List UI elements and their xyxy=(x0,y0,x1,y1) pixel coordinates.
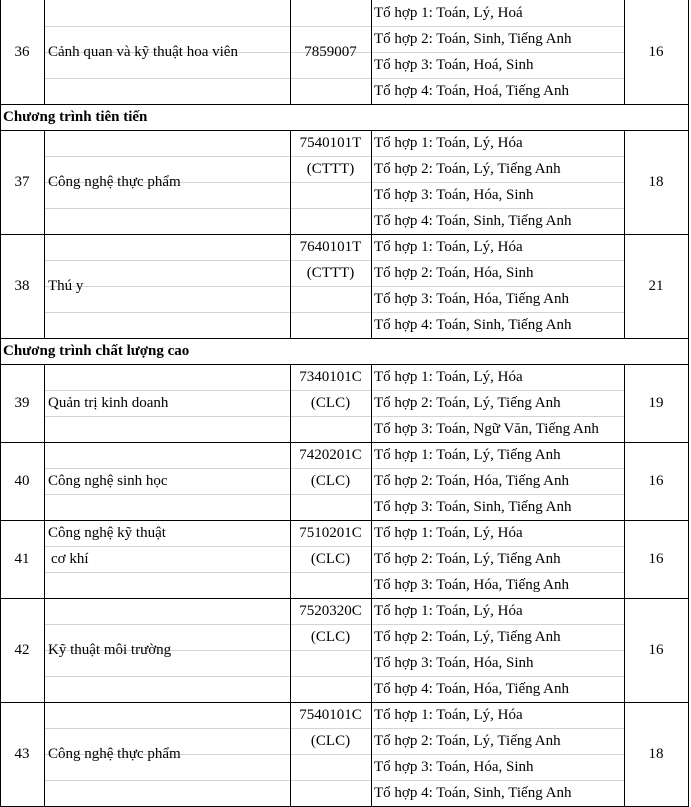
subject-combination: Tổ hợp 3: Toán, Hóa, Sinh xyxy=(374,655,534,671)
subject-combination: Tổ hợp 4: Toán, Hóa, Tiếng Anh xyxy=(374,681,569,697)
program-name: Quản trị kinh doanh xyxy=(48,395,169,411)
column-border xyxy=(688,520,689,599)
subject-combination: Tổ hợp 2: Toán, Sinh, Tiếng Anh xyxy=(374,31,572,47)
quota: 18 xyxy=(648,174,664,190)
column-border xyxy=(44,442,45,521)
column-border xyxy=(688,130,689,235)
subject-combination: Tổ hợp 2: Toán, Lý, Tiếng Anh xyxy=(374,551,561,567)
subject-combination: Tổ hợp 1: Toán, Lý, Hóa xyxy=(374,707,523,723)
program-code: 7540101T xyxy=(299,135,362,151)
column-border xyxy=(688,702,689,807)
program-code: 7520320C xyxy=(299,603,362,619)
program-code: (CLC) xyxy=(310,473,351,489)
subject-combination: Tổ hợp 2: Toán, Lý, Tiếng Anh xyxy=(374,161,561,177)
table-border xyxy=(0,338,1,364)
program-name: Kỹ thuật môi trường xyxy=(48,642,172,658)
quota: 16 xyxy=(648,44,664,60)
quota: 21 xyxy=(648,278,664,294)
column-border xyxy=(371,520,372,599)
column-border xyxy=(44,130,45,235)
subject-combination: Tổ hợp 3: Toán, Hóa, Tiếng Anh xyxy=(374,291,569,307)
program-name: Công nghệ kỹ thuật xyxy=(48,525,166,541)
column-border xyxy=(371,702,372,807)
sub-row-divider xyxy=(45,156,624,157)
sub-row-divider xyxy=(45,260,624,261)
program-name: Cảnh quan và kỹ thuật hoa viên xyxy=(48,44,238,60)
table-border xyxy=(688,104,689,130)
subject-combination: Tổ hợp 4: Toán, Sinh, Tiếng Anh xyxy=(374,317,572,333)
quota: 19 xyxy=(648,395,664,411)
row-number: 43 xyxy=(14,746,30,762)
subject-combination: Tổ hợp 1: Toán, Lý, Hóa xyxy=(374,135,523,151)
row-number: 38 xyxy=(14,278,30,294)
sub-row-divider xyxy=(45,416,624,417)
program-code: (CLC) xyxy=(310,551,351,567)
sub-row-divider xyxy=(45,78,624,79)
program-code: 7640101T xyxy=(299,239,362,255)
row-number: 42 xyxy=(14,642,30,658)
row-number: 39 xyxy=(14,395,30,411)
subject-combination: Tổ hợp 4: Toán, Sinh, Tiếng Anh xyxy=(374,785,572,801)
program-name: Công nghệ thực phẩm xyxy=(48,746,181,762)
row-border xyxy=(0,104,689,105)
sub-row-divider xyxy=(45,676,624,677)
program-name: Công nghệ thực phẩm xyxy=(48,174,181,190)
sub-row-divider xyxy=(45,494,624,495)
sub-row-divider xyxy=(45,26,624,27)
subject-combination: Tổ hợp 3: Toán, Hóa, Tiếng Anh xyxy=(374,577,569,593)
subject-combination: Tổ hợp 1: Toán, Lý, Tiếng Anh xyxy=(374,447,561,463)
sub-row-divider xyxy=(45,728,624,729)
program-code: 7510201C xyxy=(299,525,362,541)
program-code: (CLC) xyxy=(310,629,351,645)
section-title: Chương trình tiên tiến xyxy=(3,109,148,125)
row-number: 36 xyxy=(14,44,30,60)
program-name: cơ khí xyxy=(51,551,89,567)
column-border xyxy=(44,234,45,339)
section-title: Chương trình chất lượng cao xyxy=(3,343,190,359)
subject-combination: Tổ hợp 3: Toán, Hóa, Sinh xyxy=(374,759,534,775)
row-number: 37 xyxy=(14,174,30,190)
column-border xyxy=(44,702,45,807)
program-name: Thú y xyxy=(48,278,84,294)
column-border xyxy=(688,442,689,521)
sub-row-divider xyxy=(45,468,624,469)
sub-row-divider xyxy=(45,390,624,391)
quota: 16 xyxy=(648,551,664,567)
column-border xyxy=(371,0,372,105)
subject-combination: Tổ hợp 3: Toán, Ngữ Văn, Tiếng Anh xyxy=(374,421,599,437)
sub-row-divider xyxy=(45,208,624,209)
subject-combination: Tổ hợp 1: Toán, Lý, Hoá xyxy=(374,5,523,21)
quota: 18 xyxy=(648,746,664,762)
program-code: 7340101C xyxy=(299,369,362,385)
program-code: 7540101C xyxy=(299,707,362,723)
column-border xyxy=(688,598,689,703)
subject-combination: Tổ hợp 3: Toán, Hóa, Sinh xyxy=(374,187,534,203)
column-border xyxy=(688,0,689,105)
row-number: 41 xyxy=(14,551,30,567)
column-border xyxy=(44,520,45,599)
column-border xyxy=(688,234,689,339)
subject-combination: Tổ hợp 4: Toán, Hoá, Tiếng Anh xyxy=(374,83,569,99)
sub-row-divider xyxy=(45,286,624,287)
subject-combination: Tổ hợp 1: Toán, Lý, Hóa xyxy=(374,239,523,255)
subject-combination: Tổ hợp 2: Toán, Lý, Tiếng Anh xyxy=(374,395,561,411)
sub-row-divider xyxy=(45,546,624,547)
program-code: (CTTT) xyxy=(306,265,355,281)
sub-row-divider xyxy=(45,572,624,573)
sub-row-divider xyxy=(45,624,624,625)
program-code: (CLC) xyxy=(310,733,351,749)
subject-combination: Tổ hợp 3: Toán, Sinh, Tiếng Anh xyxy=(374,499,572,515)
subject-combination: Tổ hợp 1: Toán, Lý, Hóa xyxy=(374,369,523,385)
table-border xyxy=(0,104,1,130)
subject-combination: Tổ hợp 1: Toán, Lý, Hóa xyxy=(374,603,523,619)
column-border xyxy=(44,598,45,703)
sub-row-divider xyxy=(45,780,624,781)
program-code: 7859007 xyxy=(304,44,357,60)
subject-combination: Tổ hợp 1: Toán, Lý, Hóa xyxy=(374,525,523,541)
subject-combination: Tổ hợp 2: Toán, Lý, Tiếng Anh xyxy=(374,733,561,749)
column-border xyxy=(371,234,372,339)
row-number: 40 xyxy=(14,473,30,489)
subject-combination: Tổ hợp 4: Toán, Sinh, Tiếng Anh xyxy=(374,213,572,229)
subject-combination: Tổ hợp 2: Toán, Hóa, Sinh xyxy=(374,265,534,281)
quota: 16 xyxy=(648,473,664,489)
column-border xyxy=(371,130,372,235)
column-border xyxy=(688,364,689,443)
column-border xyxy=(371,442,372,521)
column-border xyxy=(371,364,372,443)
subject-combination: Tổ hợp 2: Toán, Hóa, Tiếng Anh xyxy=(374,473,569,489)
program-name: Công nghệ sinh học xyxy=(48,473,168,489)
program-code: (CLC) xyxy=(310,395,351,411)
sub-row-divider xyxy=(45,312,624,313)
subject-combination: Tổ hợp 2: Toán, Lý, Tiếng Anh xyxy=(374,629,561,645)
program-code: 7420201C xyxy=(299,447,362,463)
program-code: (CTTT) xyxy=(306,161,355,177)
row-border xyxy=(0,338,689,339)
table-border xyxy=(688,338,689,364)
column-border xyxy=(44,0,45,105)
column-border xyxy=(44,364,45,443)
quota: 16 xyxy=(648,642,664,658)
subject-combination: Tổ hợp 3: Toán, Hoá, Sinh xyxy=(374,57,534,73)
column-border xyxy=(371,598,372,703)
